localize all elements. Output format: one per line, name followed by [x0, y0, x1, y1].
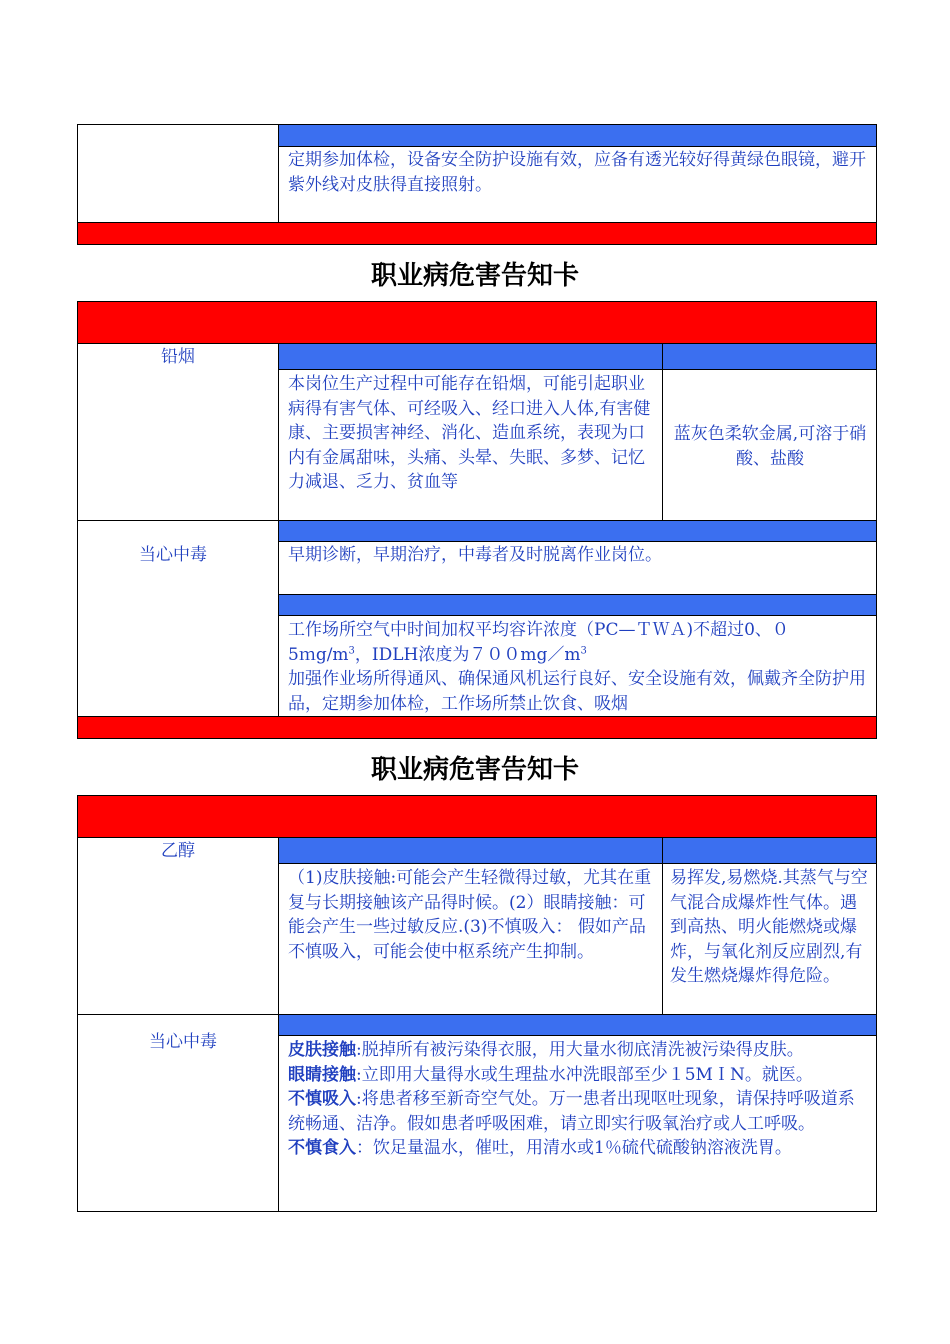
card2-substance-name: 乙醇 — [161, 841, 195, 861]
card2-aid-inhale: 不慎吸入:将患者移至新奇空气处。万一患者出现呕吐现象，请保持呼吸道系统畅通、洁净。假如患者呼吸困难，请立即实行吸氧治疗或人工呼吸。 — [288, 1089, 855, 1134]
card2-properties-header — [663, 838, 876, 864]
card2-aid-skin-label: 皮肤接触 — [288, 1040, 356, 1060]
card1-firstaid-text: 早期诊断，早期治疗，中毒者及时脱离作业岗位。 — [288, 545, 662, 565]
card2-aid-ingest-label: 不慎食入 — [288, 1138, 356, 1158]
card0-protection-text: 定期参加体检，设备安全防护设施有效，应备有透光较好得黄绿色眼镜，避开紫外线对皮肤得直接照射。 — [288, 150, 866, 195]
card1-limit-block — [288, 618, 870, 716]
card2-substance-cell — [77, 837, 279, 1015]
card1-substance-cell — [77, 343, 279, 521]
card2-aid-inhale-label: 不慎吸入 — [288, 1089, 356, 1109]
card1-limit-line1: 工作场所空气中时间加权平均容许浓度（PC—ＴＷＡ)不超过0、０ — [288, 620, 789, 640]
card1-properties-header — [663, 344, 876, 370]
card2-properties-text: 易挥发,易燃烧.其蒸气与空气混合成爆炸性气体。遇到高热、明火能燃烧或爆炸，与氧化剂反应剧烈,有发生燃烧爆炸得危险。 — [670, 868, 868, 986]
card2-hazard-header — [279, 838, 662, 864]
card1-substance-name: 铅烟 — [161, 347, 195, 367]
card1-title: 职业病危害告知卡 — [370, 261, 579, 291]
card1-properties-text: 蓝灰色柔软金属,可溶于硝酸、盐酸 — [673, 424, 867, 469]
card2-firstaid-block — [288, 1038, 870, 1161]
card2-title: 职业病危害告知卡 — [370, 755, 579, 785]
card1-warning-text: 当心中毒 — [139, 545, 207, 565]
card1-header-band — [77, 301, 877, 344]
card1-hazard-header — [279, 344, 662, 370]
card1-firstaid-header — [279, 521, 876, 542]
card2-aid-eye-label: 眼睛接触 — [288, 1064, 356, 1085]
card2-firstaid-header — [279, 1015, 876, 1036]
card2-warning-text: 当心中毒 — [149, 1032, 217, 1052]
card1-protection-text: 加强作业场所得通风、确保通风机运行良好、安全设施有效，佩戴齐全防护用品，定期参加体检，工作场所禁止饮食、吸烟 — [288, 669, 866, 714]
card2-aid-ingest: 不慎食入：饮足量温水，催吐，用清水或1％硫代硫酸钠溶液洗胃。 — [288, 1138, 792, 1158]
card0-protection-header — [279, 125, 876, 147]
card1-health-hazard-text: 本岗位生产过程中可能存在铅烟，可能引起职业病得有害气体、可经吸入、经口进入人体,有害健康、主要损害神经、消化、造血系统，表现为口内有金属甜味，头痛、头晕、失眠、多梦、记忆力减退、乏力、贫血等 — [288, 374, 651, 492]
card1-limit-line2: $5mg/m^3$，IDLH浓度为$700mg/m^3$ — [288, 644, 587, 665]
card2-health-hazard-text: （1)皮肤接触:可能会产生轻微得过敏，尤其在重复与长期接触该产品得时候。(2）眼睛接触：可能会产生一些过敏反应.(3)不慎吸入： 假如产品不慎吸入，可能会使中枢系统产生抑制。 — [288, 868, 652, 962]
card2-aid-eye: 眼睛接触:立即用大量得水或生理盐水冲洗眼部至少１5MＩN。就医。 — [288, 1064, 813, 1085]
card2-header-band — [77, 795, 877, 838]
card1-limit-header — [279, 595, 876, 616]
card1-footer-band — [77, 716, 877, 739]
card0-footer-band — [77, 222, 877, 245]
card2-aid-skin: 皮肤接触:脱掉所有被污染得衣服，用大量水彻底清洗被污染得皮肤。 — [288, 1040, 804, 1060]
card0-left-cell — [77, 124, 279, 223]
